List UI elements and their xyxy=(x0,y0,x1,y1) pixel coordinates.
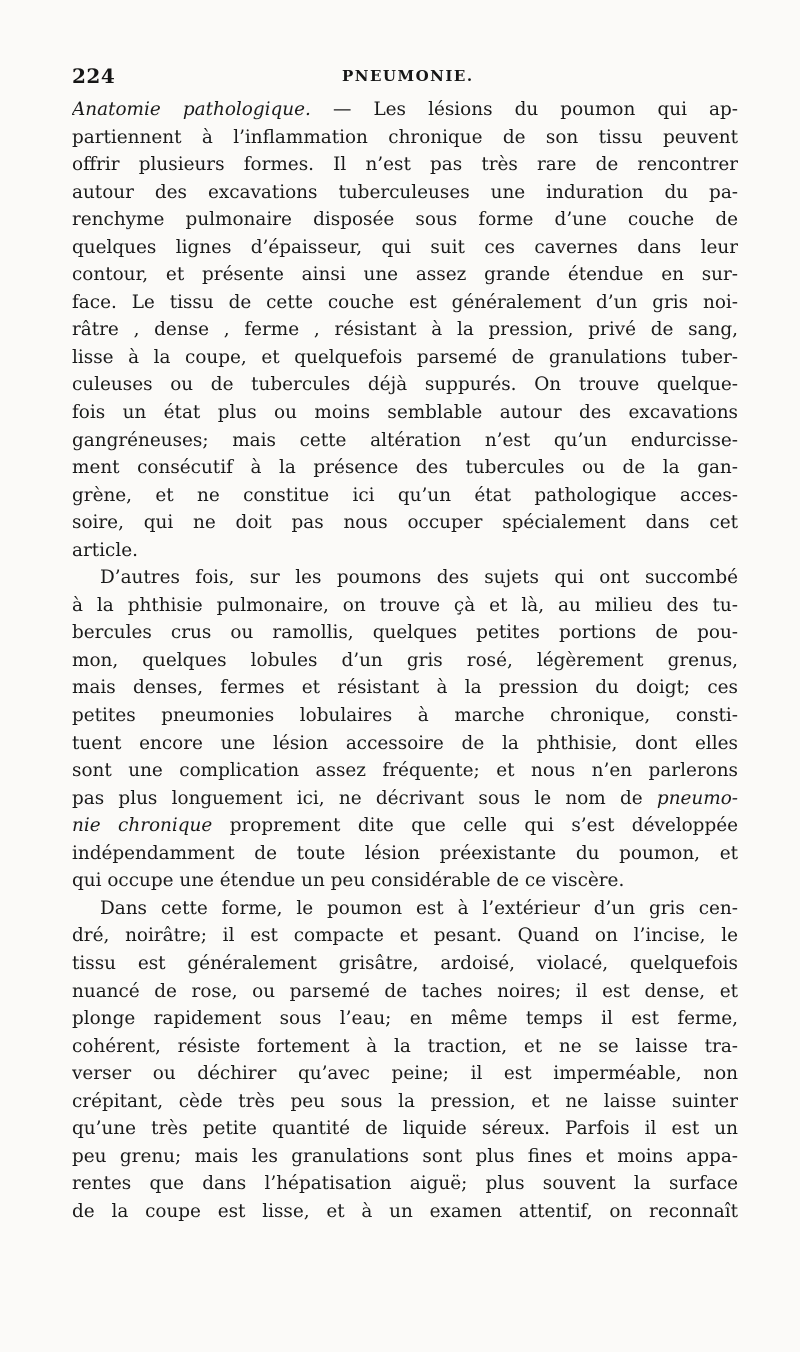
text-span: grène, et ne constitue ici qu’un état pathologique acces- xyxy=(72,484,738,506)
text-line xyxy=(72,1088,738,1116)
text-line xyxy=(72,482,738,510)
text-line xyxy=(72,564,738,592)
text-span: quelques lignes d’épaisseur, qui suit ces cavernes dans leur xyxy=(72,236,738,258)
text-line xyxy=(72,922,738,950)
text-span: — Les lésions du poumon qui ap- xyxy=(310,99,738,120)
text-line xyxy=(72,289,738,317)
text-span: contour, et présente ainsi une assez grande étendue en sur- xyxy=(72,264,738,286)
text-span: peu grenu; mais les granulations sont plus fines et moins appa- xyxy=(72,1145,738,1167)
text-span: mais denses, fermes et résistant à la pression du doigt; ces xyxy=(72,677,738,699)
text-span: article. xyxy=(72,539,138,561)
text-line xyxy=(72,895,738,923)
text-span: sont une complication assez fréquente; et nous n’en parlerons xyxy=(72,760,738,782)
text-line xyxy=(72,647,738,675)
text-span: qu’une très petite quantité de liquide séreux. Parfois il est un xyxy=(72,1118,738,1140)
text-span: cohérent, résiste fortement à la traction, et ne se laisse tra- xyxy=(72,1035,738,1057)
text-line xyxy=(72,619,738,647)
page-number: 224 xyxy=(72,64,116,88)
text-span: lisse à la coupe, et quelquefois parsemé de granulations tuber- xyxy=(72,346,738,368)
text-span: bercules crus ou ramollis, quelques petites portions de pou- xyxy=(72,622,738,644)
text-span: partiennent à l’inflammation chronique de son tissu peuvent xyxy=(72,126,738,148)
text-span: tuent encore une lésion accessoire de la phthisie, dont elles xyxy=(72,732,738,754)
text-line xyxy=(72,1198,738,1226)
italic-span: Anatomie pathologique. xyxy=(72,99,311,120)
text-span: face. Le tissu de cette couche est généralement d’un gris noi- xyxy=(72,291,738,313)
text-span: proprement dite que celle qui s’est développée xyxy=(212,815,738,837)
text-line xyxy=(72,234,738,262)
text-line xyxy=(72,124,738,152)
text-span: à la phthisie pulmonaire, on trouve çà et là, au milieu des tu- xyxy=(72,594,738,616)
text-span: indépendamment de toute lésion préexistante du poumon, et xyxy=(72,842,738,864)
text-span: ment consécutif à la présence des tubercules ou de la gan- xyxy=(72,457,738,479)
page-header xyxy=(72,64,738,90)
text-span: qui occupe une étendue un peu considérable de ce viscère. xyxy=(72,870,625,892)
text-span: offrir plusieurs formes. Il n’est pas très rare de rencontrer xyxy=(72,154,738,176)
text-span: de la coupe est lisse, et à un examen attentif, on reconnaît xyxy=(72,1200,738,1222)
text-span: dré, noirâtre; il est compacte et pesant. Quand on l’incise, le xyxy=(72,925,738,947)
text-line xyxy=(72,371,738,399)
text-line xyxy=(72,427,738,455)
text-span: nuancé de rose, ou parsemé de taches noires; il est dense, et xyxy=(72,980,738,1002)
text-span: rentes que dans l’hépatisation aiguë; plus souvent la surface xyxy=(72,1173,738,1195)
text-span: fois un état plus ou moins semblable autour des excavations xyxy=(72,402,738,424)
text-span: mon, quelques lobules d’un gris rosé, légèrement grenus, xyxy=(72,649,738,671)
text-span: pas plus longuement ici, ne décrivant sous le nom de xyxy=(72,787,657,809)
body-text xyxy=(72,96,738,1225)
text-line xyxy=(72,96,738,124)
text-span: plonge rapidement sous l’eau; en même temps il est ferme, xyxy=(72,1008,738,1030)
text-line xyxy=(72,785,738,813)
text-line xyxy=(72,812,738,840)
text-line xyxy=(72,151,738,179)
text-line xyxy=(72,978,738,1006)
text-span: verser ou déchirer qu’avec peine; il est imperméable, non xyxy=(72,1063,738,1085)
text-line xyxy=(72,179,738,207)
text-span: crépitant, cède très peu sous la pression, et ne laisse suinter xyxy=(72,1090,738,1112)
text-span: petites pneumonies lobulaires à marche chronique, consti- xyxy=(72,705,738,727)
text-line xyxy=(72,867,738,895)
text-line xyxy=(72,1115,738,1143)
text-line xyxy=(72,344,738,372)
text-line xyxy=(72,702,738,730)
text-line xyxy=(72,840,738,868)
text-line xyxy=(72,399,738,427)
italic-span: pneumo- xyxy=(656,787,738,809)
text-line xyxy=(72,509,738,537)
text-line xyxy=(72,261,738,289)
text-line xyxy=(72,206,738,234)
text-span: tissu est généralement grisâtre, ardoisé, violacé, quelquefois xyxy=(72,952,738,974)
text-span: gangréneuses; mais cette altération n’est qu’un endurcisse- xyxy=(72,429,738,451)
text-span: râtre , dense , ferme , résistant à la pression, privé de sang, xyxy=(72,319,738,341)
text-span: autour des excavations tuberculeuses une induration du pa- xyxy=(72,181,738,203)
running-head: PNEUMONIE. xyxy=(342,67,474,85)
text-line xyxy=(72,592,738,620)
text-line xyxy=(72,674,738,702)
text-line xyxy=(72,537,738,565)
text-line xyxy=(72,454,738,482)
text-span: Dans cette forme, le poumon est à l’extérieur d’un gris cen- xyxy=(100,897,738,919)
text-span: soire, qui ne doit pas nous occuper spécialement dans cet xyxy=(72,512,738,534)
text-line xyxy=(72,1060,738,1088)
text-span: culeuses ou de tubercules déjà suppurés. On trouve quelque- xyxy=(72,374,738,396)
text-line xyxy=(72,1005,738,1033)
text-line xyxy=(72,730,738,758)
italic-span: nie chronique xyxy=(72,815,213,837)
text-span: renchyme pulmonaire disposée sous forme d’une couche de xyxy=(72,209,738,231)
text-line xyxy=(72,316,738,344)
text-line xyxy=(72,1143,738,1171)
text-line xyxy=(72,1170,738,1198)
text-line xyxy=(72,757,738,785)
text-span: D’autres fois, sur les poumons des sujets qui ont succombé xyxy=(100,567,738,589)
text-line xyxy=(72,950,738,978)
text-line xyxy=(72,1033,738,1061)
